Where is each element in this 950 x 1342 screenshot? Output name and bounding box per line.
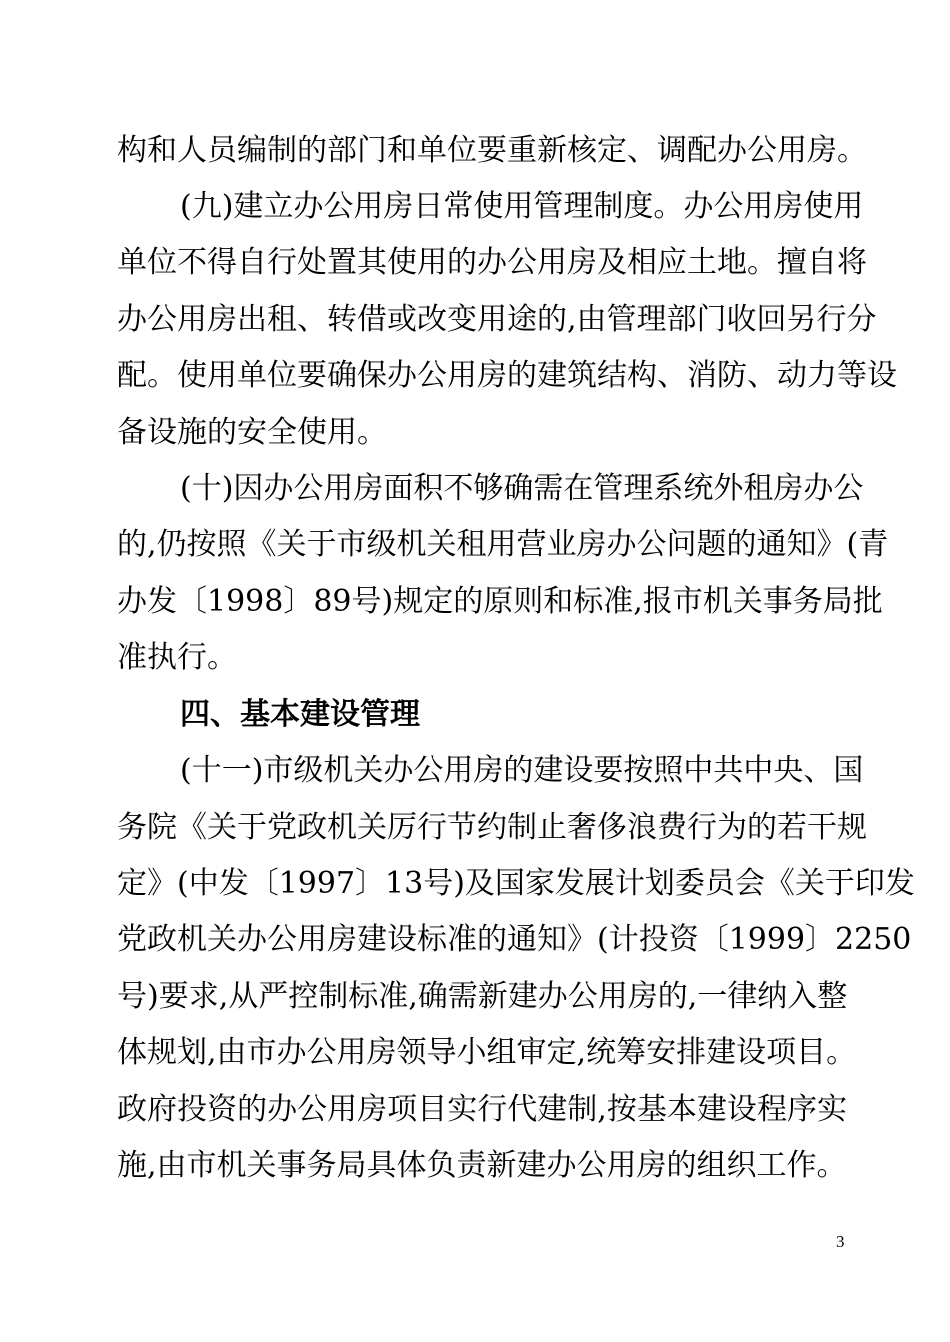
body-text-line: 的,仍按照《关于市级机关租用营业房办公问题的通知》(青 [117, 527, 889, 562]
section-heading: 四、基本建设管理 [180, 697, 420, 732]
body-text-line: 单位不得自行处置其使用的办公用房及相应土地。擅自将 [117, 245, 867, 280]
body-text-line: 办公用房出租、转借或改变用途的,由管理部门收回另行分 [117, 302, 877, 337]
body-text-line: 准执行。 [117, 640, 237, 675]
body-text-line: 务院《关于党政机关厉行节约制止奢侈浪费行为的若干规 [117, 810, 867, 845]
body-text-line: 体规划,由市办公用房领导小组审定,统筹安排建设项目。 [117, 1035, 857, 1070]
body-text-line: 备设施的安全使用。 [117, 415, 387, 450]
body-text-line: 号)要求,从严控制标准,确需新建办公用房的,一律纳入整 [117, 979, 848, 1014]
body-text-line: 定》(中发〔1997〕13号)及国家发展计划委员会《关于印发 [117, 866, 915, 901]
body-text-line: 配。使用单位要确保办公用房的建筑结构、消防、动力等设 [117, 358, 897, 393]
body-text-line: 施,由市机关事务局具体负责新建办公用房的组织工作。 [117, 1148, 847, 1183]
body-text-line: 党政机关办公用房建设标准的通知》(计投资〔1999〕2250 [117, 922, 912, 957]
page-number: 3 [836, 1232, 845, 1251]
body-text-line: 构和人员编制的部门和单位要重新核定、调配办公用房。 [117, 133, 867, 168]
body-text-line: 政府投资的办公用房项目实行代建制,按基本建设程序实 [117, 1092, 847, 1127]
body-text-line: (九)建立办公用房日常使用管理制度。办公用房使用 [180, 189, 864, 224]
body-text-line: (十)因办公用房面积不够确需在管理系统外租房办公 [180, 471, 864, 506]
body-text-line: (十一)市级机关办公用房的建设要按照中共中央、国 [180, 753, 864, 788]
body-text-line: 办发〔1998〕89号)规定的原则和标准,报市机关事务局批 [117, 584, 883, 619]
